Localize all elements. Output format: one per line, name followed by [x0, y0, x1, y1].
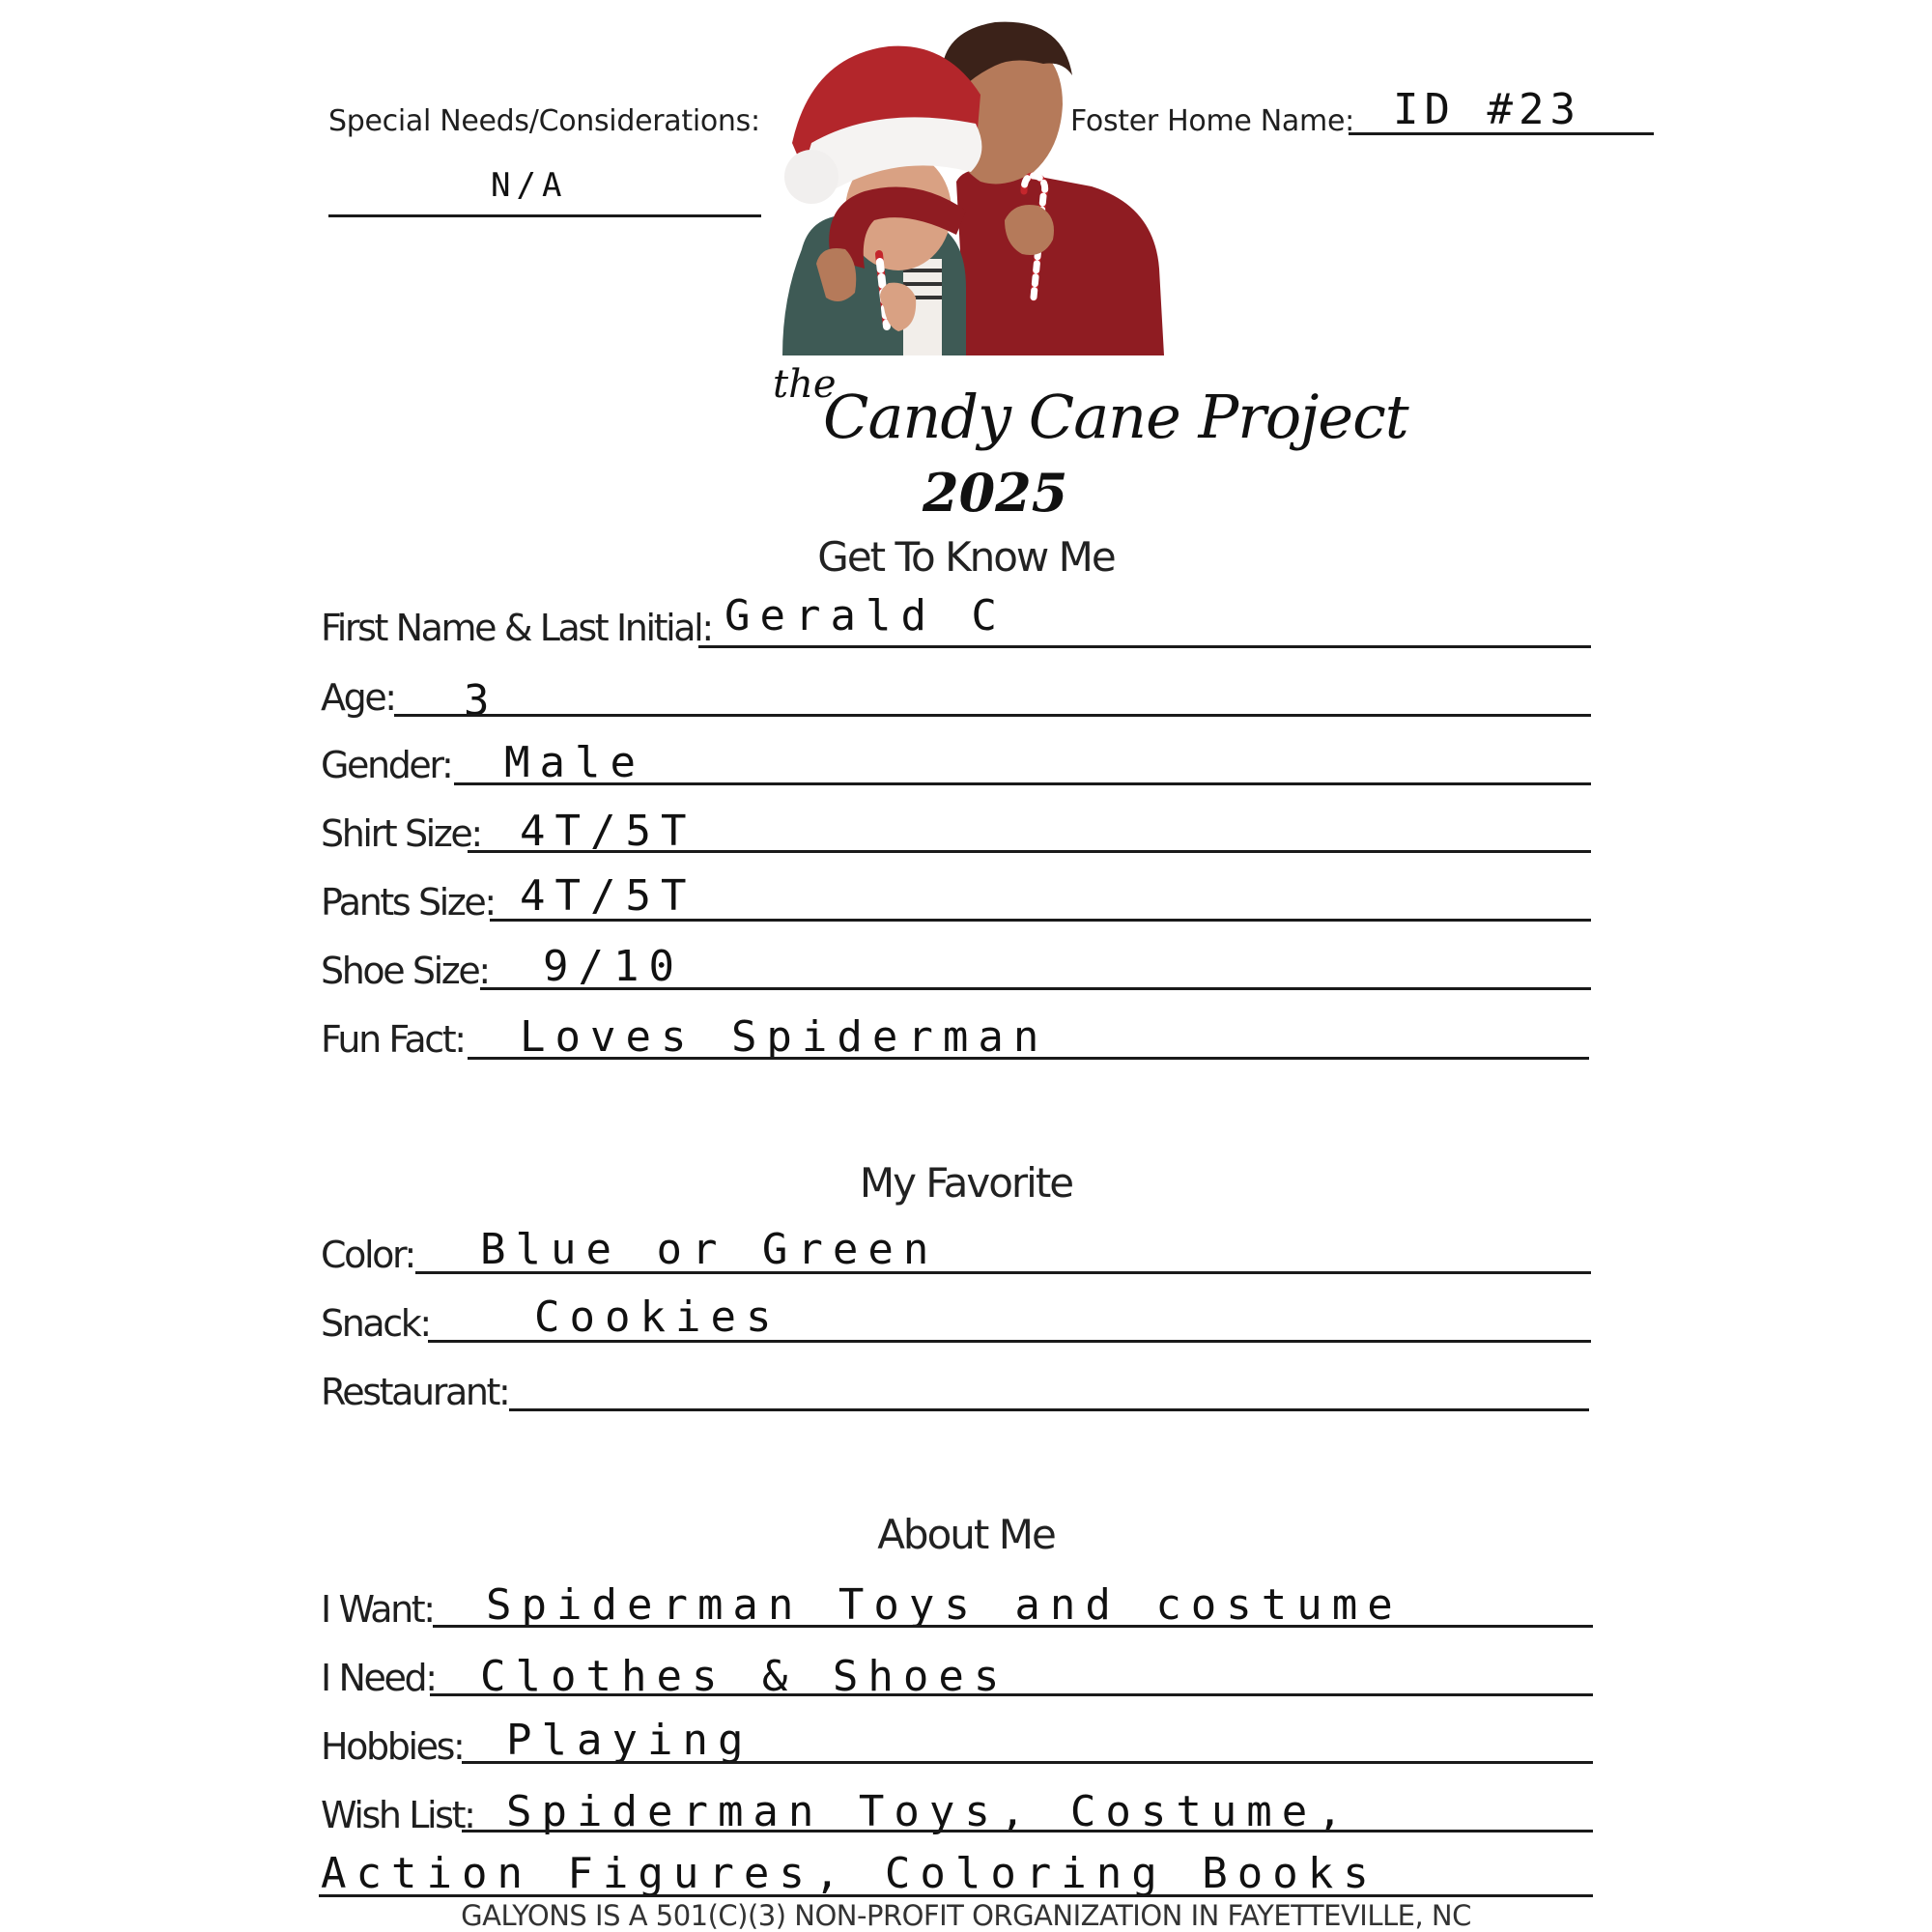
fun-fact-value[interactable]: Loves Spiderman: [520, 1012, 1049, 1062]
first-name-label: First Name & Last Initial:: [321, 607, 712, 649]
hobbies-value[interactable]: Playing: [506, 1716, 753, 1765]
color-value[interactable]: Blue or Green: [480, 1225, 939, 1274]
shirt-size-line: [468, 850, 1591, 853]
special-needs-value[interactable]: N/A: [491, 166, 568, 205]
hobbies-line: [462, 1761, 1593, 1764]
first-name-line: [698, 645, 1591, 648]
snack-value[interactable]: Cookies: [534, 1293, 781, 1342]
color-label: Color:: [321, 1234, 414, 1276]
special-needs-line: [328, 214, 761, 217]
restaurant-line: [509, 1408, 1589, 1411]
wish-list-label: Wish List:: [321, 1794, 474, 1836]
i-want-value[interactable]: Spiderman Toys and costume: [486, 1580, 1403, 1630]
foster-home-value[interactable]: ID #23: [1393, 85, 1581, 134]
i-want-label: I Want:: [321, 1588, 434, 1631]
fun-fact-label: Fun Fact:: [321, 1018, 465, 1061]
age-value[interactable]: 3: [464, 676, 499, 725]
restaurant-label: Restaurant:: [321, 1371, 509, 1413]
age-label: Age:: [321, 676, 395, 719]
i-want-line: [433, 1625, 1593, 1628]
pants-size-value[interactable]: 4T/5T: [520, 871, 696, 921]
sweater-shape: [956, 169, 1164, 355]
candy-cane-project-illustration: [773, 17, 1179, 365]
wish-list-line2: [319, 1894, 1593, 1897]
section-about-me: About Me: [877, 1511, 1055, 1558]
pants-size-label: Pants Size:: [321, 881, 495, 923]
section-my-favorite: My Favorite: [859, 1159, 1073, 1207]
hobbies-label: Hobbies:: [321, 1725, 464, 1768]
section-get-to-know-me: Get To Know Me: [817, 533, 1115, 581]
logo-name: Candy Cane Project: [823, 382, 1408, 452]
gender-label: Gender:: [321, 744, 452, 786]
gender-line: [454, 782, 1591, 785]
foster-home-label: Foster Home Name:: [1070, 104, 1354, 138]
pants-size-line: [490, 919, 1591, 922]
shoe-size-label: Shoe Size:: [321, 950, 489, 992]
logo-year: 2025: [923, 462, 1068, 524]
shirt-size-label: Shirt Size:: [321, 812, 481, 855]
i-need-line: [430, 1693, 1593, 1696]
i-need-value[interactable]: Clothes & Shoes: [480, 1652, 1009, 1701]
wish-list-value[interactable]: Spiderman Toys, Costume,: [506, 1787, 1352, 1836]
gender-value[interactable]: Male: [504, 738, 645, 787]
color-line: [415, 1271, 1591, 1274]
snack-line: [428, 1340, 1591, 1343]
shoe-size-line: [480, 987, 1591, 990]
santa-hat-pompom-shape: [784, 150, 838, 204]
shoe-size-value[interactable]: 9/10: [543, 942, 684, 991]
snack-label: Snack:: [321, 1302, 430, 1345]
first-name-value[interactable]: Gerald C: [724, 591, 1007, 640]
foster-home-line: [1349, 132, 1654, 135]
age-line: [394, 714, 1591, 717]
footer-nonprofit-text: GALYONS IS A 501(C)(3) NON-PROFIT ORGANIZATION IN FAYETTEVILLE, NC: [461, 1899, 1471, 1932]
i-need-label: I Need:: [321, 1657, 436, 1699]
wish-list-value-line2[interactable]: Action Figures, Coloring Books: [321, 1849, 1378, 1898]
logo-the: the: [773, 362, 837, 407]
special-needs-label: Special Needs/Considerations:: [328, 104, 760, 138]
shirt-size-value[interactable]: 4T/5T: [520, 807, 696, 856]
fun-fact-line: [468, 1057, 1589, 1060]
wish-list-line: [462, 1830, 1593, 1833]
